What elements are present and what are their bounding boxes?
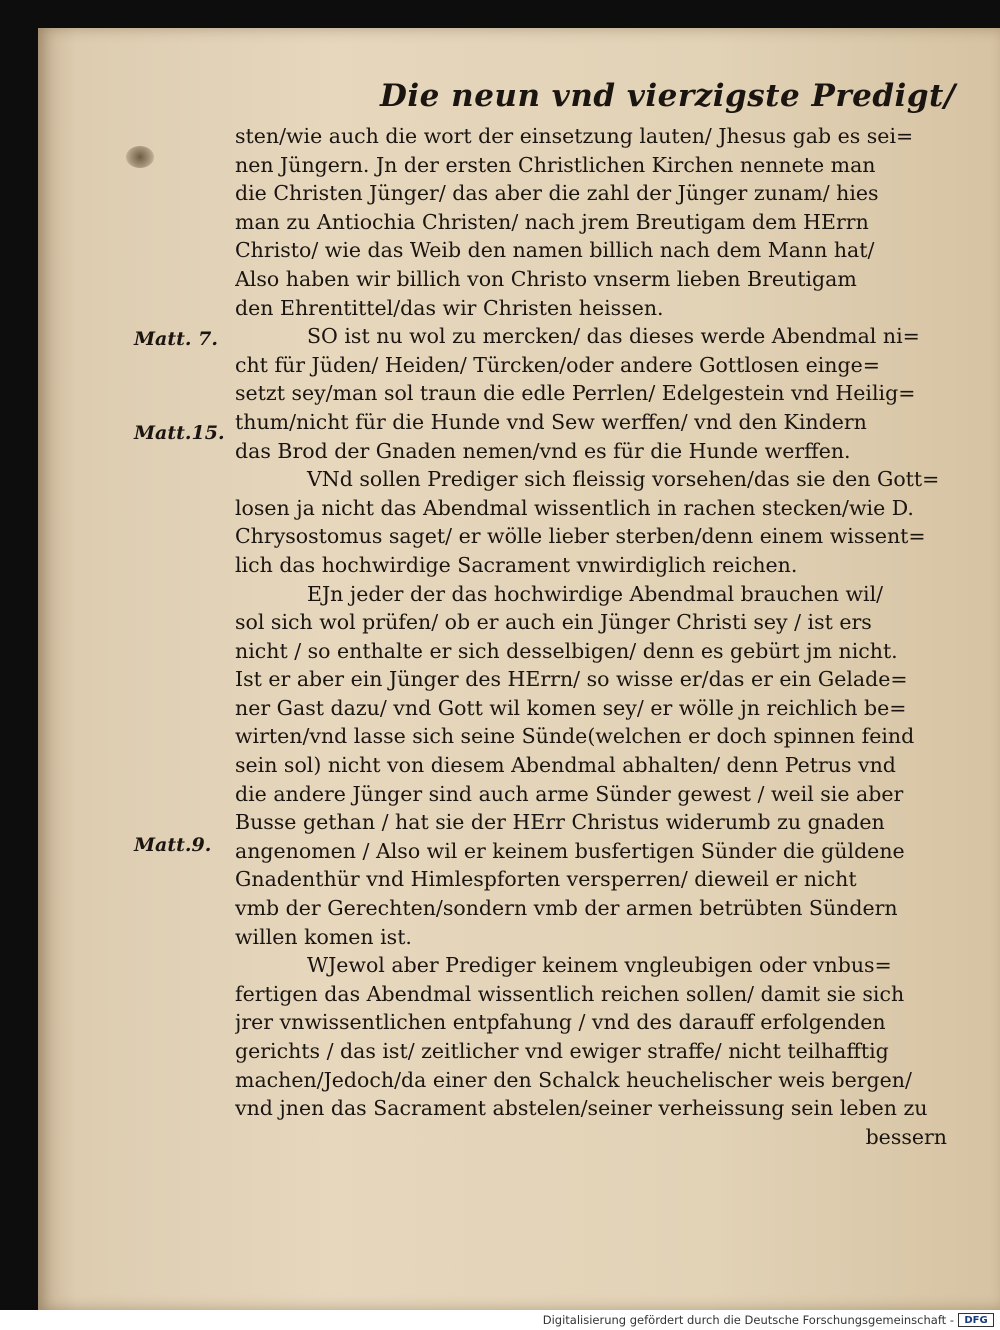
text-line: Chrysostomus saget/ er wölle lieber sterben/denn einem wissent= [235, 524, 926, 549]
dfg-logo: DFG [958, 1313, 994, 1327]
text-line: setzt sey/man sol traun die edle Perrlen/ Edelgestein vnd Heilig= [235, 381, 916, 406]
text-line: nen Jüngern. Jn der ersten Christlichen Kirchen nennete man [235, 152, 876, 177]
text-line: die Christen Jünger/ das aber die zahl der Jünger zunam/ hies [235, 181, 879, 206]
text-line: sol sich wol prüfen/ ob er auch ein Jünger Christi sey / ist ers [235, 610, 872, 635]
text-line: sten/wie auch die wort der einsetzung lauten/ Jhesus gab es sei= [235, 124, 914, 148]
text-line: Busse gethan / hat sie der HErr Christus widerumb zu gnaden [235, 810, 885, 835]
body-text [235, 122, 947, 1151]
text-line: angenomen / Also wil er keinem busfertigen Sünder die güldene [235, 838, 905, 863]
margin-note-matt-9: Matt.9. [134, 834, 212, 856]
text-line: Gnadenthür vnd Himlespforten versperren/ dieweil er nicht [235, 867, 857, 892]
ink-stain [126, 146, 154, 168]
text-line: vmb der Gerechten/sondern vmb der armen betrübten Sündern [235, 896, 898, 921]
text-line: Ist er aber ein Jünger des HErrn/ so wisse er/das er ein Gelade= [235, 667, 908, 692]
text-line: das Brod der Gnaden nemen/vnd es für die Hunde werffen. [235, 438, 851, 463]
margin-note-matt-15: Matt.15. [134, 422, 225, 444]
text-line: man zu Antiochia Christen/ nach jrem Breutigam dem HErrn [235, 209, 869, 234]
text-line: SO ist nu wol zu mercken/ das dieses werde Abendmal ni= [307, 324, 920, 349]
footer-credit: Digitalisierung gefördert durch die Deutsche Forschungsgemeinschaft - [542, 1313, 954, 1327]
text-line: fertigen das Abendmal wissentlich reichen sollen/ damit sie sich [235, 981, 905, 1006]
text-line: die andere Jünger sind auch arme Sünder gewest / weil sie aber [235, 781, 904, 806]
text-line: sein sol) nicht von diesem Abendmal abhalten/ denn Petrus vnd [235, 753, 896, 778]
text-line: losen ja nicht das Abendmal wissentlich in rachen stecken/wie D. [235, 495, 914, 520]
text-line: EJn jeder der das hochwirdige Abendmal brauchen wil/ [307, 581, 884, 606]
margin-note-matt-7: Matt. 7. [134, 328, 218, 350]
text-line: lich das hochwirdige Sacrament vnwirdiglich reichen. [235, 552, 798, 577]
text-line: wirten/vnd lasse sich seine Sünde(welchen er doch spinnen feind [235, 724, 915, 749]
page-header: Die neun vnd vierzigste Predigt/ [380, 78, 956, 114]
text-line: machen/Jedoch/da einer den Schalck heuchelischer weis bergen/ [235, 1067, 912, 1092]
text-line: thum/nicht für die Hunde vnd Sew werffen/ vnd den Kindern [235, 409, 867, 434]
text-line: jrer vnwissentlichen entpfahung / vnd des darauff erfolgenden [235, 1010, 886, 1035]
footer-bar [0, 1310, 1000, 1330]
text-line: Also haben wir billich von Christo vnserm lieben Breutigam [235, 266, 857, 291]
text-line: den Ehrentittel/das wir Christen heissen. [235, 295, 664, 320]
text-line: vnd jnen das Sacrament abstelen/seiner verheissung sein leben zu [235, 1096, 928, 1121]
catchword: bessern [865, 1124, 947, 1149]
text-line: Christo/ wie das Weib den namen billich nach dem Mann hat/ [235, 238, 875, 263]
text-line: cht für Jüden/ Heiden/ Türcken/oder andere Gottlosen einge= [235, 352, 880, 377]
text-line: VNd sollen Prediger sich fleissig vorsehen/das sie den Gott= [307, 467, 940, 492]
text-line: willen komen ist. [235, 924, 412, 949]
text-line: ner Gast dazu/ vnd Gott wil komen sey/ er wölle jn reichlich be= [235, 695, 907, 720]
text-line: nicht / so enthalte er sich desselbigen/ denn es gebürt jm nicht. [235, 638, 898, 663]
text-line: gerichts / das ist/ zeitlicher vnd ewiger straffe/ nicht teilhafftig [235, 1039, 889, 1063]
text-line: WJewol aber Prediger keinem vngleubigen oder vnbus= [307, 953, 892, 978]
